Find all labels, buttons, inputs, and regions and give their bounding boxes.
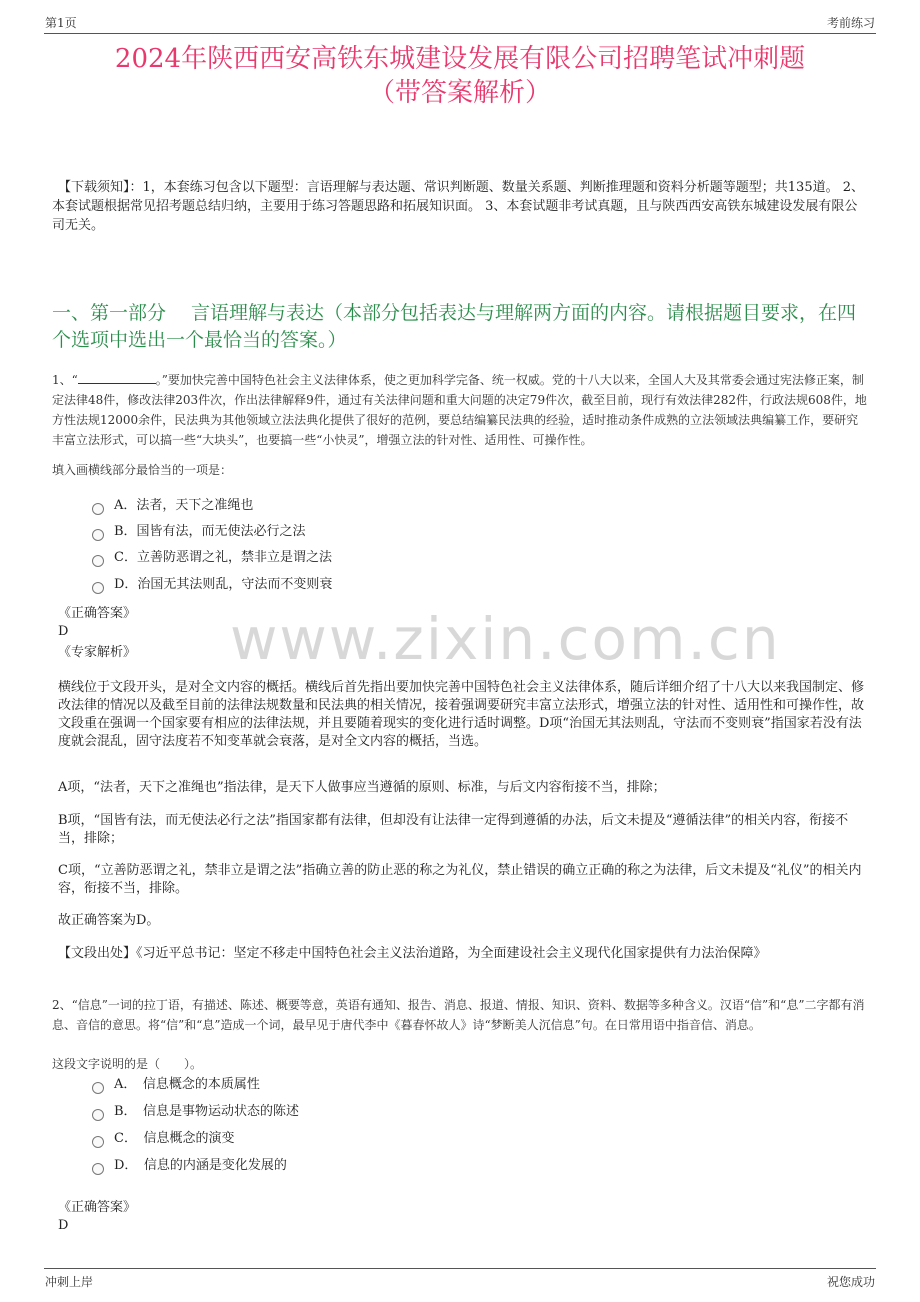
page-title [50,42,870,110]
answer-value: D [58,1218,69,1233]
option-label: D． 信息的内涵是变化发展的 [114,1158,287,1173]
option-label: B． 信息是事物运动状态的陈述 [114,1104,300,1119]
option-1a[interactable] [92,497,253,515]
option-2d[interactable] [92,1157,287,1175]
analysis-paragraph: C项，“立善防恶谓之礼，禁非立是谓之法”指确立善的防止恶的称之为礼仪，禁止错误的确立正确的称之为法律，后文未提及“礼仪”的相关内容，衔接不当，排除。 [58,863,862,896]
option-1d[interactable] [92,576,332,594]
fill-blank [78,371,156,384]
radio-icon[interactable] [92,1163,104,1175]
question-1-prompt: 填入画横线部分最恰当的一项是： [52,463,233,477]
analysis-paragraph: B项，“国皆有法，而无使法必行之法”指国家都有法律，但却没有让法律一定得到遵循的办法，后文未提及“遵循法律”的相关内容，衔接不当，排除； [58,813,849,846]
option-2a[interactable] [92,1076,260,1094]
header-label: 考前练习 [826,16,875,30]
radio-icon[interactable] [92,555,104,567]
question-1-text [52,370,868,450]
option-1c[interactable] [92,549,332,567]
download-notice: 【下载须知】：1，本套练习包含以下题型：言语理解与表达题、常识判断题、数量关系题、判断推理题和资料分析题等题型；共135道。 2、本套试题根据常见招考题总结归纳，主要用于练习答题思路和拓展知识面。 3、本套试题非考试真题，且与陕西西安高铁东城建设发展有限公司无关。 [52,180,864,233]
option-label: C．立善防恶谓之礼，禁非立是谓之法 [114,550,332,565]
radio-icon[interactable] [92,1109,104,1121]
section-title: 一、第一部分 言语理解与表达（本部分包括表达与理解两方面的内容。请根据题目要求，在四个选项中选出一个最恰当的答案。） [52,302,857,351]
question-2-text: 2、“信息”一词的拉丁语，有描述、陈述、概要等意，英语有通知、报告、消息、报道、情报、知识、资料、数据等多种含义。汉语“信”和“息”二字都有消息、音信的意思。将“信”和“息”造成一个词，最早见于唐代李中《暮春怀故人》诗“梦断美人沉信息”句。在日常用语中指音信、消息。 [52,998,865,1032]
analysis-paragraph: A项，“法者，天下之准绳也”指法律，是天下人做事应当遵循的原则、标准，与后文内容衔接不当，排除； [58,780,666,795]
watermark: www.zixin.com.cn [230,605,781,673]
analysis-label: 《专家解析》 [58,645,137,660]
radio-icon[interactable] [92,503,104,515]
footer-right: 祝您成功 [826,1275,875,1289]
footer-divider [44,1268,876,1269]
option-label: C． 信息概念的演变 [114,1131,235,1146]
footer-left: 冲刺上岸 [45,1275,94,1289]
analysis-paragraph: 横线位于文段开头，是对全文内容的概括。横线后首先指出要加快完善中国特色社会主义法律体系，随后详细介绍了十八大以来我国制定、修改法律的情况以及截至目前的法律法规数量和民法典的相关情况，接着强调要研究丰富立法形式，增强立法的针对性、适用性和可操作性，故文段重在强调一个国家要有相应的法律法规，并且要随着现实的变化进行适时调整。D项“治国无其法则乱，守法而不变则衰”指国家若没有法度就会混乱，固守法度若不知变革就会衰落，是对全文内容的概括，当选。 [58,680,865,749]
title-line-2: （带答案解析） [368,78,551,108]
option-label: A．法者，天下之准绳也 [114,498,254,513]
answer-label: 《正确答案》 [58,606,137,621]
radio-icon[interactable] [92,1082,104,1094]
radio-icon[interactable] [92,1136,104,1148]
answer-value: D [58,624,69,639]
option-label: D．治国无其法则乱，守法而不变则衰 [114,577,333,592]
answer-label: 《正确答案》 [58,1200,137,1215]
option-label: A． 信息概念的本质属性 [114,1077,260,1092]
option-label: B．国皆有法，而无使法必行之法 [114,524,306,539]
header-divider [44,33,876,34]
radio-icon[interactable] [92,582,104,594]
analysis-paragraph: 故正确答案为D。 [58,913,160,928]
option-1b[interactable] [92,523,306,541]
option-2c[interactable] [92,1130,234,1148]
header-page-number: 第1页 [45,16,77,30]
question-1-body: 。”要加快完善中国特色社会主义法律体系，使之更加科学完备、统一权威。党的十八大以来，全国人大及其常委会通过宪法修正案，制定法律48件，修改法律203件次，作出法律解释9件，通过有关法律问题和重大问题的决定79件次，截至目前，现行有效法律282件，行政法规608件，地方性法规12000余件，民法典为其他领域立法法典化提供了很好的范例，要总结编纂民法典的经验，适时推动条件成熟的立法领域法典编纂工作，要研究丰富立法形式，可以搞一些“大块头”，也要搞一些“小快灵”，增强立法的针对性、适用性、可操作性。 [52,373,867,447]
radio-icon[interactable] [92,529,104,541]
title-line-1: 2024年陕西西安高铁东城建设发展有限公司招聘笔试冲刺题 [114,44,806,74]
option-2b[interactable] [92,1103,299,1121]
question-1-prefix: 1、“ [52,373,78,387]
source-paragraph: 【文段出处】《习近平总书记：坚定不移走中国特色社会主义法治道路，为全面建设社会主义现代化国家提供有力法治保障》 [58,946,767,961]
question-2-prompt: 这段文字说明的是（ ）。 [52,1057,203,1071]
